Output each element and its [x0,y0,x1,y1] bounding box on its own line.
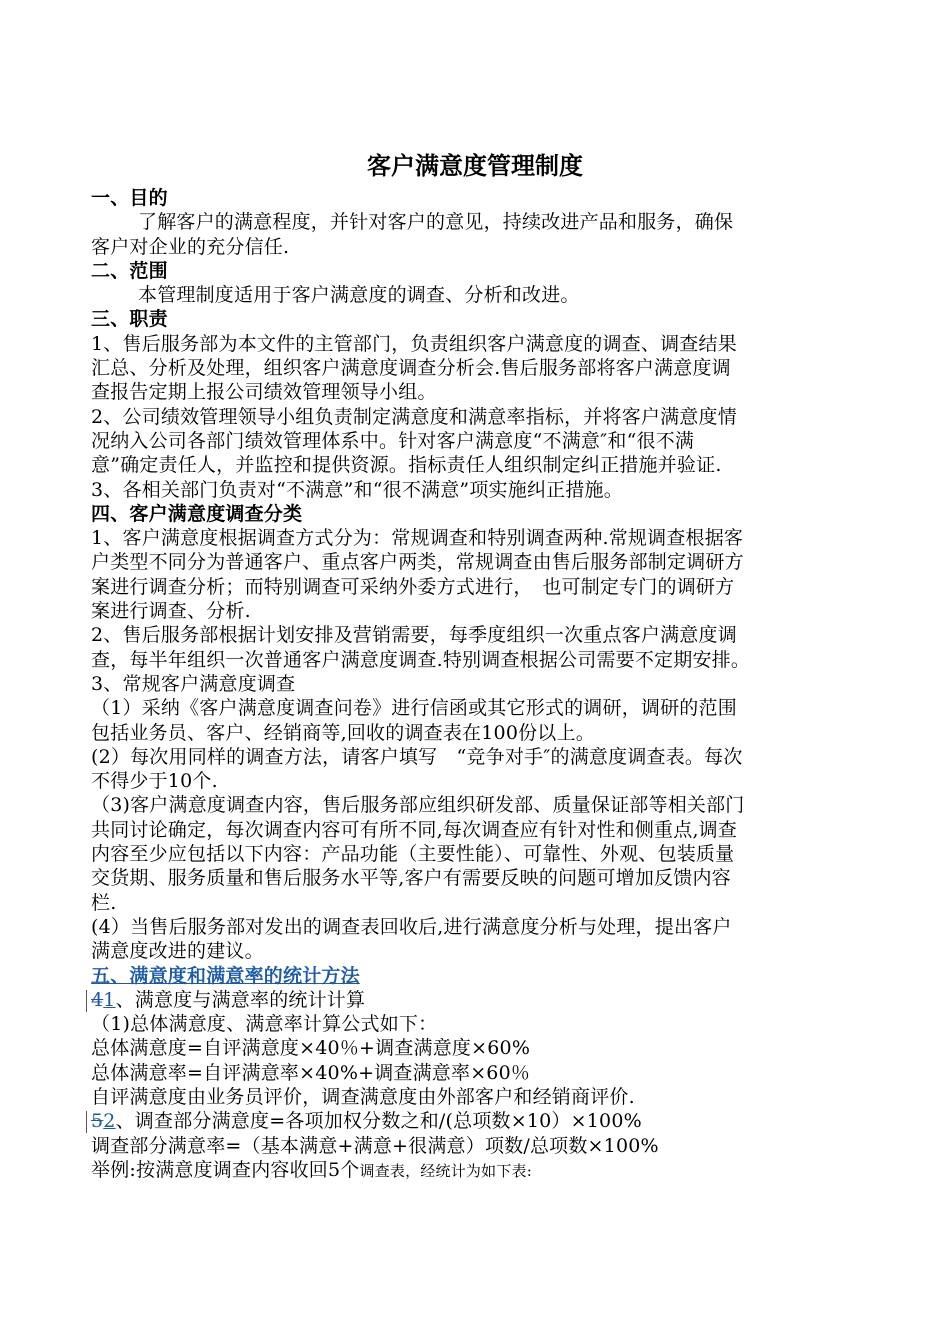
document-title: 客户满意度管理制度 [367,152,583,180]
line-text: 、满意度与满意率的统计计算 [115,988,366,1011]
section-heading: 四、客户满意度调查分类 [91,502,303,525]
example-line [91,1158,866,1182]
paragraph-line: 1、售后服务部为本文件的主管部门，负责组织客户满意度的调查、调查结果 [91,332,737,355]
line-text: 、调查部分满意度=各项加权分数之和/(总项数×10）×100% [115,1110,642,1133]
revision-bar [86,1111,87,1133]
example-small-text: 调查表，经统计为如下表: [359,1161,532,1180]
paragraph-line: (2）每次用同样的调查方法，请客户填写 “竞争对手″的满意度调查表。每次 [91,745,743,768]
revision-bar [86,990,87,1012]
inserted-text: 1 [103,988,116,1011]
example-text: 举例:按满意度调查内容收回5个 [91,1158,360,1181]
paragraph-line: (4）当售后服务部对发出的调查表回收后,进行满意度分析与处理，提出客户 [91,915,732,938]
paragraph-line: 1、客户满意度根据调查方式分为：常规调查和特别调查两种.常规调查根据客 [91,527,744,550]
revised-line-2 [91,1109,866,1133]
paragraph-line: 案进行调查分析；而特别调查可采纳外委方式进行， 也可制定专门的调研方 [91,575,735,598]
paragraph-line: 内容至少应包括以下内容：产品功能（主要性能）、可靠性、外观、包装质量 [91,843,735,866]
paragraph-line: 总体满意度=自评满意度×40％+调查满意度×60% [91,1037,531,1060]
paragraph-line: 况纳入公司各部门绩效管理体系中。针对客户满意度“不满意″和“很不满 [91,429,695,452]
paragraph-line: 不得少于10个. [91,770,218,793]
paragraph-line: 满意度改进的建议。 [91,940,264,963]
paragraph-line: （3)客户满意度调查内容，售后服务部应组织研发部、质量保证部等相关部门 [91,794,745,817]
paragraph-line: 包括业务员、客户、经销商等,回收的调查表在100份以上。 [91,721,595,744]
paragraph-line: 案进行调查、分析. [91,600,251,623]
paragraph-line: 3、常规客户满意度调查 [91,672,296,695]
paragraph-line: 意”确定责任人，并监控和提供资源。指标责任人组织制定纠正措施并验证. [91,454,722,477]
paragraph-line: （1）采纳《客户满意度调查问卷》进行信函或其它形式的调研，调研的范围 [91,697,737,720]
section-heading: 二、范围 [91,259,168,282]
paragraph-line: 3、各相关部门负责对“不满意”和“很不满意”项实施纠正措施。 [91,478,623,501]
rate-formula-line: 调查部分满意率=（基本满意+满意+很满意）项数/总项数×100% [91,1134,659,1157]
paragraph-line: 查，每半年组织一次普通客户满意度调查.特别调查根据公司需要不定期安排。 [91,648,751,671]
paragraph-line: 交货期、服务质量和售后服务水平等,客户有需要反映的问题可增加反馈内容 [91,867,731,890]
paragraph-line: （1)总体满意度、满意率计算公式如下： [91,1013,438,1036]
paragraph-line: 汇总、分析及处理，组织客户满意度调查分析会.售后服务部将客户满意度调 [91,357,731,380]
paragraph-line: 2、公司绩效管理领导小组负责制定满意度和满意率指标，并将客户满意度情 [91,405,737,428]
paragraph-line: 共同讨论确定，每次调查内容可有所不同,每次调查应有针对性和侧重点,调查 [91,818,738,841]
document-body [91,186,866,1182]
section-heading: 一、目的 [91,187,168,209]
paragraph-line: 了解客户的满意程度，并针对客户的意见，持续改进产品和服务，确保 [138,211,734,234]
paragraph-line: 总体满意率=自评满意率×40%+调查满意率×60％ [91,1061,531,1084]
paragraph-line: 2、售后服务部根据计划安排及营销需要，每季度组织一次重点客户满意度调 [91,624,737,647]
revised-line-1 [91,988,866,1012]
deleted-text: 5 [91,1110,104,1133]
paragraph-line: 客户对企业的充分信任. [91,235,290,258]
section-heading[interactable]: 五、满意度和满意率的统计方法 [91,964,360,987]
inserted-text: 2 [103,1110,116,1133]
deleted-text: 4 [91,988,104,1011]
body-lines [91,186,866,988]
paragraph-line: 栏. [91,891,117,914]
paragraph-line: 查报告定期上报公司绩效管理领导小组。 [91,381,437,404]
paragraph-line: 户类型不同分为普通客户、重点客户两类，常规调查由售后服务部制定调研方 [91,551,744,574]
formula-lines [91,1012,866,1109]
section-heading: 三、职责 [91,308,168,331]
paragraph-line: 本管理制度适用于客户满意度的调查、分析和改进。 [138,284,580,307]
paragraph-line: 自评满意度由业务员评价，调查满意度由外部客户和经销商评价. [91,1085,635,1108]
